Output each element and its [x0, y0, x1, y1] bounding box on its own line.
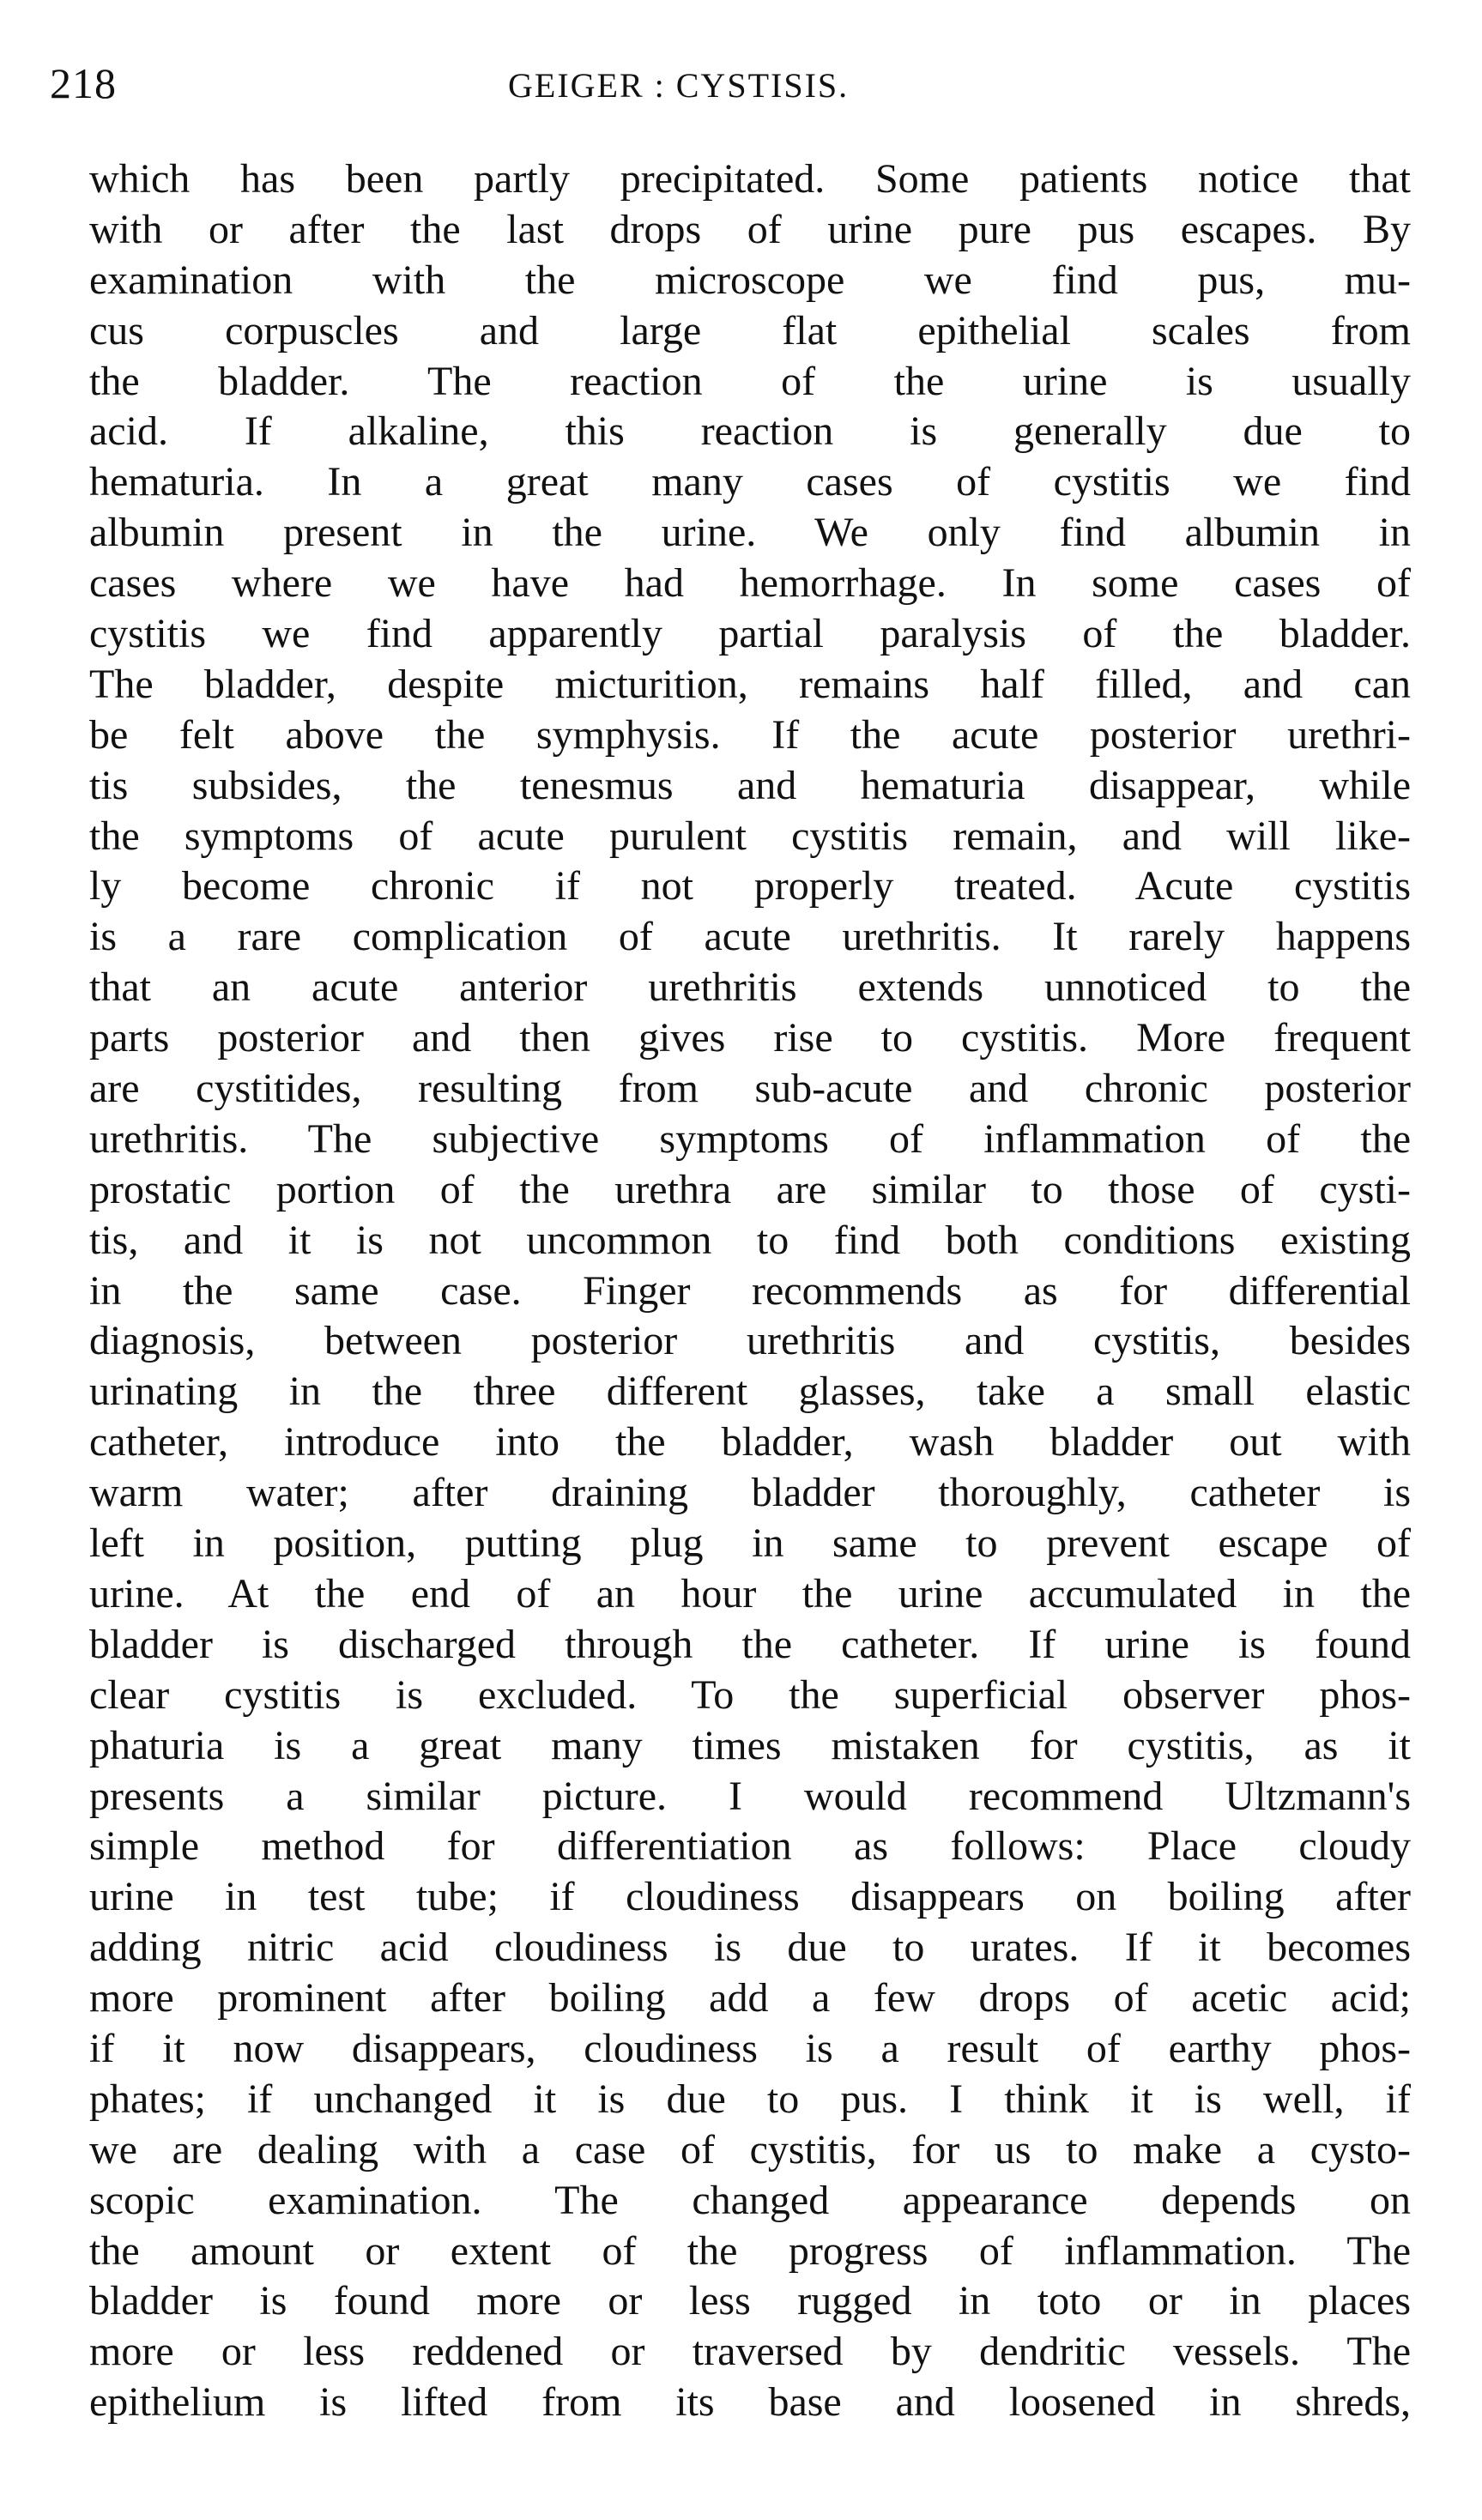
- text-line: cus corpuscles and large flat epithelial scales from: [89, 307, 1411, 354]
- text-line: catheter, introduce into the bladder, wash bladder out with: [89, 1419, 1411, 1465]
- body-text: [89, 154, 1411, 2428]
- text-line: urethritis. The subjective symptoms of inflammation of the: [89, 1115, 1411, 1162]
- text-line: cases where we have had hemorrhage. In some cases of: [89, 560, 1411, 607]
- text-line: more or less reddened or traversed by dendritic vessels. The: [89, 2329, 1411, 2375]
- text-line: urine in test tube; if cloudiness disappears on boiling after: [89, 1874, 1411, 1920]
- text-line: hematuria. In a great many cases of cystitis we find: [89, 459, 1411, 505]
- text-line: warm water; after draining bladder thoroughly, catheter is: [89, 1470, 1411, 1516]
- text-line: urinating in the three different glasses, take a small elastic: [89, 1369, 1411, 1415]
- text-line: tis subsides, the tenesmus and hematuria disappear, while: [89, 762, 1411, 808]
- text-line: the bladder. The reaction of the urine is usually: [89, 358, 1411, 404]
- text-line: albumin present in the urine. We only find albumin in: [89, 510, 1411, 556]
- text-line: parts posterior and then gives rise to cystitis. More frequent: [89, 1015, 1411, 1061]
- text-line: with or after the last drops of urine pure pus escapes. By: [89, 206, 1411, 252]
- text-line: cystitis we find apparently partial paralysis of the bladder.: [89, 611, 1411, 657]
- text-line: that an acute anterior urethritis extends unnoticed to the: [89, 964, 1411, 1011]
- text-line: ly become chronic if not properly treated. Acute cystitis: [89, 863, 1411, 909]
- text-line: The bladder, despite micturition, remains half filled, and can: [89, 661, 1411, 707]
- text-line: more prominent after boiling add a few drops of acetic acid;: [89, 1975, 1411, 2021]
- page-header: [50, 58, 1388, 110]
- text-line: prostatic portion of the urethra are similar to those of cysti-: [89, 1166, 1411, 1212]
- text-line: tis, and it is not uncommon to find both conditions existing: [89, 1217, 1411, 1263]
- text-line: phates; if unchanged it is due to pus. I think it is well, if: [89, 2076, 1411, 2122]
- text-line: in the same case. Finger recommends as for differential: [89, 1267, 1411, 1314]
- text-line: bladder is found more or less rugged in toto or in places: [89, 2278, 1411, 2324]
- text-line: we are dealing with a case of cystitis, for us to make a cysto-: [89, 2126, 1411, 2173]
- text-line: if it now disappears, cloudiness is a result of earthy phos-: [89, 2025, 1411, 2071]
- text-line: left in position, putting plug in same to prevent escape of: [89, 1520, 1411, 1567]
- text-line: acid. If alkaline, this reaction is generally due to: [89, 408, 1411, 455]
- text-line: examination with the microscope we find pus, mu-: [89, 257, 1411, 303]
- text-line: which has been partly precipitated. Some patients notice that: [89, 156, 1411, 202]
- text-line: be felt above the symphysis. If the acute posterior urethri-: [89, 711, 1411, 758]
- text-line: is a rare complication of acute urethritis. It rarely happens: [89, 914, 1411, 960]
- text-line: scopic examination. The changed appearance depends on: [89, 2177, 1411, 2223]
- running-head: GEIGER : CYSTISIS.: [508, 66, 850, 105]
- text-line: simple method for differentiation as follows: Place cloudy: [89, 1823, 1411, 1870]
- text-line: epithelium is lifted from its base and loosened in shreds,: [89, 2379, 1411, 2426]
- text-line: presents a similar picture. I would recommend Ultzmann's: [89, 1773, 1411, 1819]
- text-line: the amount or extent of the progress of inflammation. The: [89, 2227, 1411, 2274]
- text-line: the symptoms of acute purulent cystitis remain, and will like-: [89, 813, 1411, 859]
- text-line: are cystitides, resulting from sub-acute and chronic posterior: [89, 1066, 1411, 1112]
- text-line: urine. At the end of an hour the urine accumulated in the: [89, 1570, 1411, 1617]
- page-number: 218: [50, 59, 117, 107]
- text-line: adding nitric acid cloudiness is due to urates. If it becomes: [89, 1925, 1411, 1971]
- text-line: phaturia is a great many times mistaken for cystitis, as it: [89, 1722, 1411, 1768]
- text-line: bladder is discharged through the catheter. If urine is found: [89, 1621, 1411, 1667]
- text-line: clear cystitis is excluded. To the superficial observer phos-: [89, 1671, 1411, 1718]
- text-line: diagnosis, between posterior urethritis and cystitis, besides: [89, 1318, 1411, 1364]
